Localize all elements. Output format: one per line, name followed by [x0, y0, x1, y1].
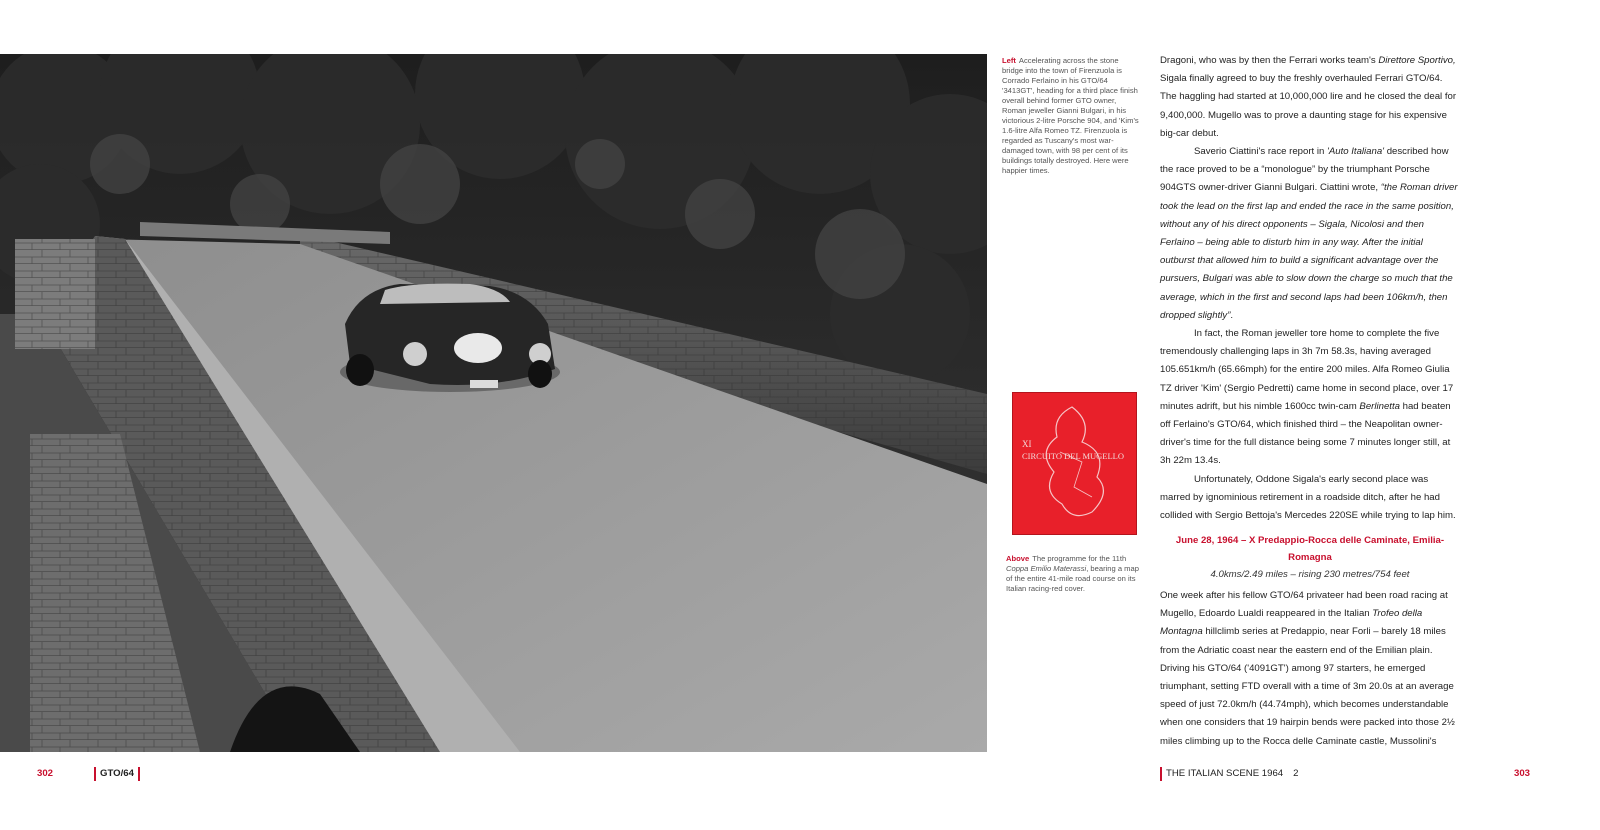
caption-left-lead: Left: [1002, 56, 1016, 65]
main-photo: [0, 54, 987, 752]
programme-cover-image: [1012, 392, 1137, 535]
running-head-right-title: THE ITALIAN SCENE 1964: [1166, 768, 1284, 779]
caption-above-text-1: The programme for the 11th: [1032, 554, 1127, 563]
p2-text-a: Saverio Ciattini's race report in: [1194, 146, 1328, 158]
programme-title-line-2: CIRCUITO DEL MUGELLO: [1022, 451, 1124, 461]
body-column-top: [1160, 52, 1460, 525]
p2-italic-a: 'Auto Italiana': [1327, 146, 1385, 158]
p3-italic: Berlinetta: [1359, 400, 1400, 412]
chapter-number: 2: [1293, 768, 1299, 779]
section-heading: [1160, 532, 1460, 583]
p1-text-a: Dragoni, who was by then the Ferrari works team's: [1160, 55, 1379, 66]
p2-text-b: described how the race proved to be a “monologue” by the triumphant Porsche 904GTS owner-driver Gianni Bulgari. Ciattini wrote,: [1160, 146, 1449, 194]
caption-above-italic: Coppa Emilio Materassi: [1006, 564, 1087, 573]
p5-text-b: hillclimb series at Predappio, near Forli – barely 18 miles from the Adriatic coast near the eastern end of the Emilian plain. Driving his GTO/64 ('4091GT') among 97 starters, he emerged triumphant, setting FTD overall with a time of 3m 20.0s at an average speed of just 72.0km/h (44.74mph), which becomes understandable when one considers that 19 hairpin bends were packed into those 2½ miles climbing up to the Rocca delle Caminate castle, Mussolini's: [1160, 626, 1455, 747]
caption-above-lead: Above: [1006, 554, 1030, 563]
caption-left: [1002, 56, 1140, 176]
p1-italic: Direttore Sportivo,: [1378, 55, 1456, 66]
caption-above: [1006, 554, 1144, 594]
page-number-left: 302: [37, 768, 54, 779]
p2-italic-b: “the Roman driver took the lead on the first lap and ended the race in the same position, without any of his direct opponents – Sigala, Nicolosi and then Ferlaino – being able to disturb him in any way. After the initial outburst that allowed him to build a significant advantage over the pursuers, Bulgari was able to slow down the charge so much that the average, which in the first and second laps had been 106km/h, then dropped slightly”: [1160, 182, 1458, 321]
section-subtitle: 4.0kms/2.49 miles – rising 230 metres/754 feet: [1210, 569, 1410, 580]
paragraph-5: [1160, 587, 1460, 751]
body-column-bottom: [1160, 587, 1460, 751]
page-number-right: 303: [1514, 768, 1531, 779]
paragraph-3: [1160, 325, 1460, 471]
running-head-right: [1160, 767, 1298, 781]
programme-title-line-1: XI: [1022, 439, 1032, 449]
caption-above-text-2: , bearing a map of the entire 41-mile road course on its Italian racing-red cover.: [1006, 564, 1139, 593]
p5-italic: Trofeo della Montagna: [1160, 608, 1423, 638]
running-head-left: GTO/64: [94, 767, 140, 781]
caption-left-text: Accelerating across the stone bridge into the town of Firenzuola is Corrado Ferlaino in his GTO/64 '3413GT', heading for a third place finish overall behind former GTO owner, Roman jeweller Gianni Bulgari, in his victorious 2-litre Porsche 904, and 'Kim's 1.6-litre Alfa Romeo TZ. Firenzuola is regarded as Tuscany's most war-damaged town, with 98 per cent of its buildings totally destroyed. Here were happier times.: [1002, 56, 1139, 175]
p1-text-b: Sigala finally agreed to buy the freshly overhauled Ferrari GTO/64. The haggling had started at 10,000,000 lire and he closed the deal for 9,400,000. Mugello was to prove a daunting stage for his expensive big-car debut.: [1160, 73, 1457, 139]
p2-text-c: .: [1230, 309, 1234, 321]
p5-text-a: One week after his fellow GTO/64 privateer had been road racing at Mugello, Edoardo Lualdi reappeared in the Italian: [1160, 590, 1448, 620]
paragraph-2: [1160, 143, 1460, 325]
paragraph-4: Unfortunately, Oddone Sigala's early second place was marred by ignominious retirement in a roadside ditch, after he had collided with Sergio Bettoja's Mercedes 220SE while trying to lap him.: [1160, 473, 1456, 522]
section-title: June 28, 1964 – X Predappio-Rocca delle Caminate, Emilia-Romagna: [1175, 535, 1445, 563]
paragraph-1: [1160, 52, 1460, 143]
p3-text-b: had beaten off Ferlaino's GTO/64, which finished third – the Neapolitan owner-driver's time for the full distance being some 7 minutes longer still, at 3h 22m 13.4s.: [1160, 400, 1451, 467]
p3-text-a: In fact, the Roman jeweller tore home to complete the five tremendously challenging laps in 3h 7m 58.3s, having averaged 105.651km/h (65.66mph) for the entire 200 miles. Alfa Romeo Giulia TZ driver 'Kim' (Sergio Pedretti) came home in second place, over 17 minutes adrift, but his nimble 1600cc twin-cam: [1160, 328, 1454, 412]
